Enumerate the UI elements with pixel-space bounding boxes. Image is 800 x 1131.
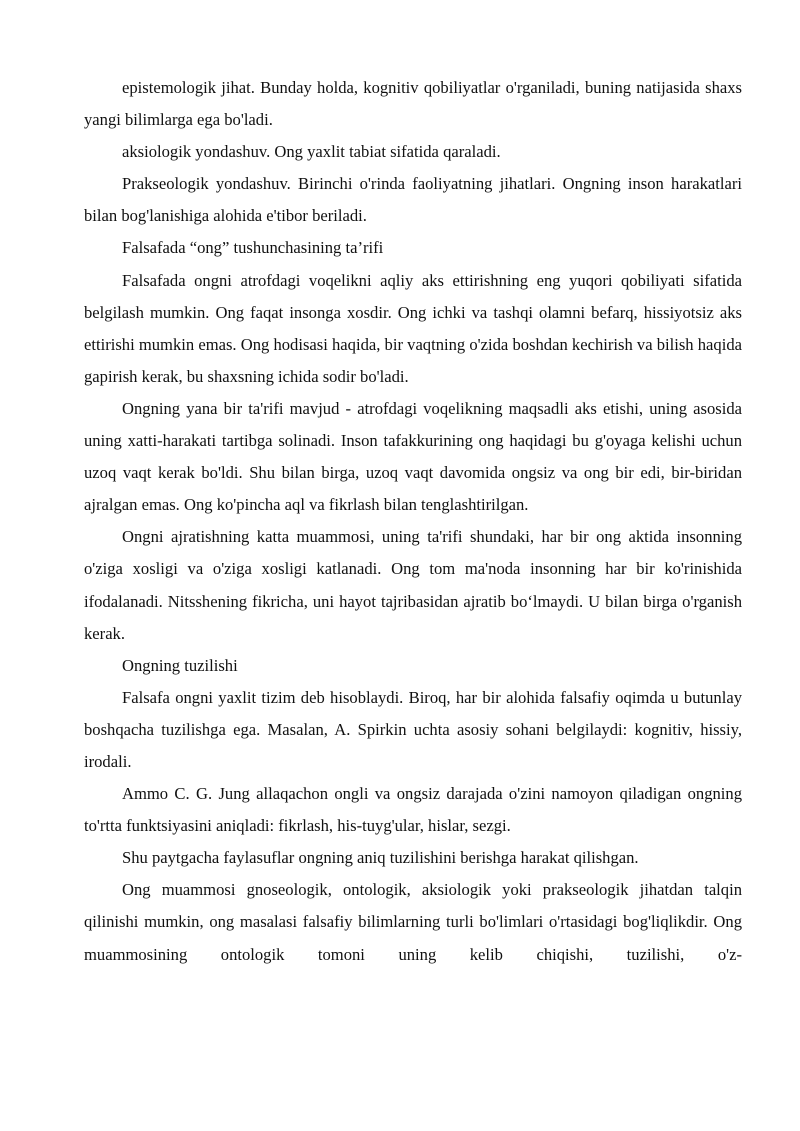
paragraph-axiological: aksiologik yondashuv. Ong yaxlit tabiat sifatida qaraladi. [122, 142, 501, 162]
paragraph-epistemological: epistemologik jihat. Bunday holda, kognitiv qobiliyatlar o'rganiladi, buning natijasida shaxs yangi bilimlarga ega bo'ladi. [84, 78, 742, 130]
section-heading-definition: Falsafada “ong” tushunchasining ta’rifi [122, 238, 384, 258]
paragraph-definition-3: Ongni ajratishning katta muammosi, uning ta'rifi shundaki, har bir ong aktida insonning o'ziga xosligi va o'ziga xosligi katlanadi. Ong tom ma'noda insonning har bir ko'rinishida ifodalanadi. Nitsshening fikricha, uni hayot tajribasidan ajratib bo‘lmaydi. U bilan birga o'rganish kerak. [84, 527, 742, 643]
paragraph-praxeological: Prakseologik yondashuv. Birinchi o'rinda faoliyatning jihatlari. Ongning inson harakatlari bilan bog'lanishiga alohida e'tibor beriladi. [84, 174, 742, 226]
paragraph-definition-1: Falsafada ongni atrofdagi voqelikni aqliy aks ettirishning eng yuqori qobiliyati sifatida belgilash mumkin. Ong faqat insonga xosdir. Ong ichki va tashqi olamni befarq, hissiyotsiz aks ettirishi mumkin emas. Ong hodisasi haqida, bir vaqtning o'zida boshdan kechirish va bilish haqida gapirish kerak, bu shaxsning ichida sodir bo'ladi. [84, 270, 742, 386]
paragraph-structure-1: Falsafa ongni yaxlit tizim deb hisoblaydi. Biroq, har bir alohida falsafiy oqimda u butunlay boshqacha tuzilishga ega. Masalan, A. Spirkin uchta asosiy sohani belgilaydi: kognitiv, hissiy, irodali. [84, 687, 742, 771]
paragraph-structure-3: Shu paytgacha faylasuflar ongning aniq tuzilishini berishga harakat qilishgan. [122, 848, 639, 868]
paragraph-problem-of-consciousness: Ong muammosi gnoseologik, ontologik, aksiologik yoki prakseologik jihatdan talqin qilinishi mumkin, ong masalasi falsafiy bilimlarning turli bo'limlari o'rtasidagi bog'liqlikdir. Ong muammosining ontologik tomoni uning kelib chiqishi, tuzilishi, o'z- [84, 880, 742, 964]
paragraph-structure-2: Ammo C. G. Jung allaqachon ongli va ongsiz darajada o'zini namoyon qiladigan ongning to'rtta funktsiyasini aniqladi: fikrlash, his-tuyg'ular, hislar, sezgi. [84, 784, 742, 836]
section-heading-structure: Ongning tuzilishi [122, 655, 238, 675]
document-body [84, 72, 742, 971]
paragraph-definition-2: Ongning yana bir ta'rifi mavjud - atrofdagi voqelikning maqsadli aks etishi, uning asosida uning xatti-harakati tartibga solinadi. Inson tafakkurining ong haqidagi bu g'oyaga kelishi uchun uzoq vaqt kerak bo'ldi. Shu bilan birga, uzoq vaqt davomida ongsiz va ong bir edi, bir-biridan ajralgan emas. Ong ko'pincha aql va fikrlash bilan tenglashtirilgan. [84, 398, 742, 515]
